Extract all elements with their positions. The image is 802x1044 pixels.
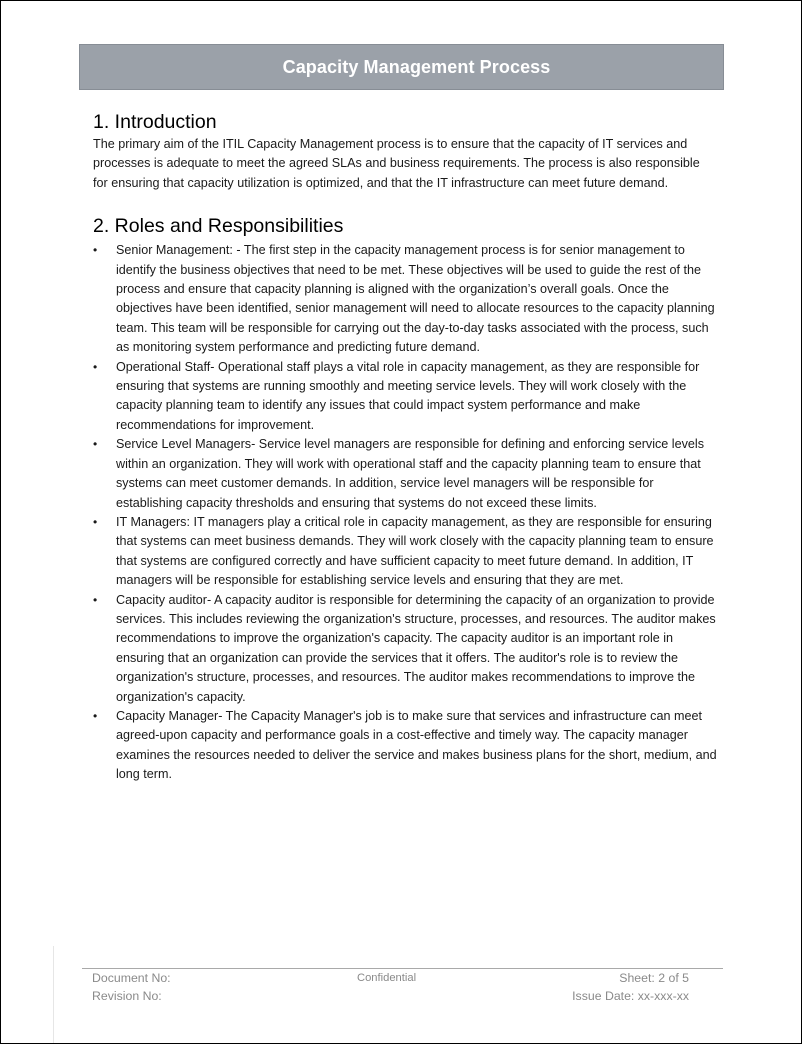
bullet-icon: • <box>93 708 98 723</box>
issue-date: Issue Date: xx-xxx-xx <box>572 989 689 1003</box>
introduction-paragraph: The primary aim of the ITIL Capacity Management process is to ensure that the capacity of IT services and processes is adequate to meet the agreed SLAs and business requirements. The process is also responsible for ensuring that capacity utilization is optimized, and that the IT infrastructure can meet future demand. <box>93 137 700 190</box>
list-item-text: IT Managers: IT managers play a critical role in capacity management, as they are responsible for ensuring that systems can meet business demands. They will work closely with the capacity planning team to ensure that systems are configured correctly and have sufficient capacity to meet future demand. In addition, IT managers will be responsible for establishing service levels and ensuring that they are met. <box>116 514 714 588</box>
list-item-text: Operational Staff- Operational staff plays a vital role in capacity management, as they are responsible for ensuring that systems are running smoothly and meeting service levels. They will work closely with the capacity planning team to identify any issues that could impact system performance and make recommendations for improvement. <box>116 359 700 432</box>
list-item <box>93 707 717 785</box>
list-item <box>93 358 717 436</box>
list-item <box>93 513 717 591</box>
title-bar <box>79 44 724 90</box>
list-item-text: Capacity auditor- A capacity auditor is responsible for determining the capacity of an organization to provide services. This includes reviewing the organization's structure, processes, and resources. The auditor makes recommendations to improve the organization's capacity. The capacity auditor is an important role in ensuring that an organization can provide the services that it offers. The auditor's role is to review the organization's structure, processes, and resources. The auditor makes recommendations to improve the organization's capacity. <box>116 592 716 704</box>
classification-label: Confidential <box>357 972 417 984</box>
roles-list <box>93 241 717 784</box>
list-item-text: Service Level Managers- Service level managers are responsible for defining and enforcing service levels within an organization. They will work with operational staff and the capacity planning team to ensure that systems can meet customer demands. In addition, service level managers will be responsible for establishing capacity thresholds and ensuring that systems do not exceed these limits. <box>116 437 705 510</box>
margin-line <box>53 946 54 1043</box>
sheet-number: Sheet: 2 of 5 <box>619 971 689 985</box>
list-item <box>93 241 717 357</box>
bullet-icon: • <box>93 243 98 258</box>
page-footer <box>82 968 723 1005</box>
document-no-label: Document No: <box>92 971 171 985</box>
document-body <box>93 109 717 785</box>
page-title: Capacity Management Process <box>282 56 551 77</box>
footer-row-2 <box>82 987 723 1005</box>
footer-row-1 <box>82 969 723 987</box>
bullet-icon: • <box>93 514 98 529</box>
revision-no-label: Revision No: <box>92 989 162 1003</box>
introduction-heading: 1. Introduction <box>93 111 217 133</box>
roles-heading: 2. Roles and Responsibilities <box>93 215 344 238</box>
list-item-text: Senior Management: - The first step in the capacity management process is for senior management to identify the business objectives that need to be met. These objectives will be used to guide the rest of the process and ensure that capacity planning is aligned with the organization’s overall goals. Once the objectives have been identified, senior management will need to allocate resources to the capacity planning team. This team will be responsible for carrying out the day-to-day tasks associated with the process, such as monitoring system performance and predicting future demand. <box>116 243 715 355</box>
list-item <box>93 435 717 513</box>
bullet-icon: • <box>93 437 98 452</box>
list-item <box>93 591 717 707</box>
bullet-icon: • <box>93 592 98 607</box>
list-item-text: Capacity Manager- The Capacity Manager's job is to make sure that services and infrastructure can meet agreed-upon capacity and performance goals in a cost-effective and timely way. The capacity manager examines the resources needed to deliver the service and makes business plans for the short, medium, and long term. <box>116 708 717 782</box>
bullet-icon: • <box>93 359 98 374</box>
